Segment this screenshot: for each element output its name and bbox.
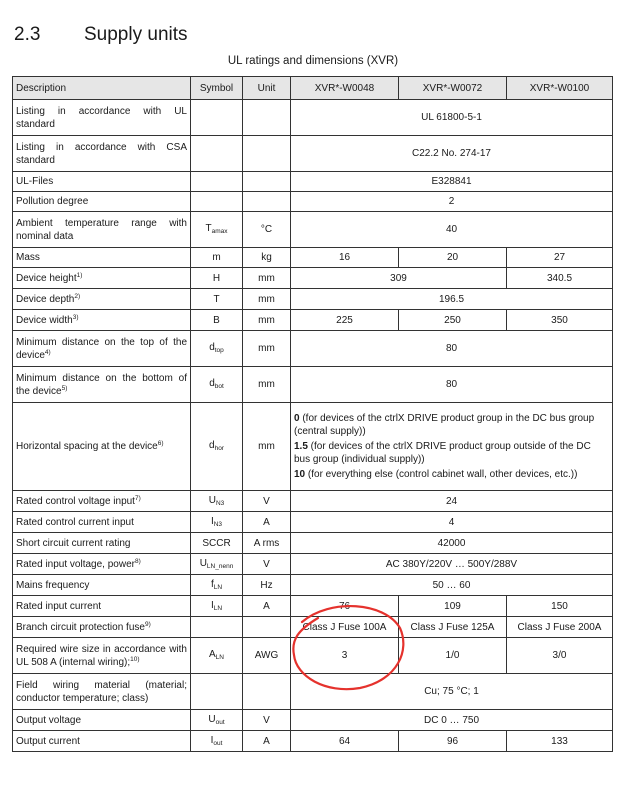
row-description: Device width$^{3)}$ xyxy=(13,310,191,331)
row-value: 24 xyxy=(291,491,613,512)
row-value: 2 xyxy=(291,192,613,212)
table-row xyxy=(13,491,613,512)
row-description: Rated control current input xyxy=(13,512,191,533)
spacing-option: 1.5 (for devices of the ctrlX DRIVE product group outside of the DC bus group (individual supply)) xyxy=(294,441,591,465)
table-row xyxy=(13,731,613,752)
row-description: Device depth$^{2)}$ xyxy=(13,289,191,310)
row-value: E328841 xyxy=(291,172,613,192)
section-heading xyxy=(14,24,188,46)
table-row xyxy=(13,638,613,674)
table-row xyxy=(13,403,613,491)
row-symbol: $A_{LN}$ xyxy=(191,638,243,674)
footnote-ref: 7) xyxy=(134,494,141,502)
row-description: Mains frequency xyxy=(13,575,191,596)
row-value-w0100: 150 xyxy=(507,596,613,617)
table-row xyxy=(13,289,613,310)
row-symbol: $T_{amax}$ xyxy=(191,212,243,248)
row-description: Branch circuit protection fuse$^{9)}$ xyxy=(13,617,191,638)
row-value-w0072: 250 xyxy=(399,310,507,331)
table-row xyxy=(13,367,613,403)
row-value-w0100: Class J Fuse 200A xyxy=(507,617,613,638)
row-unit: AWG xyxy=(243,638,291,674)
footnote-ref: 9) xyxy=(144,620,151,628)
row-value-w0048: 64 xyxy=(291,731,399,752)
row-description: Ambient temperature range with nominal data xyxy=(13,212,191,248)
row-unit: mm xyxy=(243,268,291,289)
row-unit: A xyxy=(243,596,291,617)
row-description: Horizontal spacing at the device$^{6)}$ xyxy=(13,403,191,491)
header-xvr-w0072: XVR*-W0072 xyxy=(399,77,507,100)
row-value: 80 xyxy=(291,331,613,367)
row-symbol: T xyxy=(191,289,243,310)
table-row xyxy=(13,212,613,248)
row-description: Minimum distance on the top of the device$^{4)}$ xyxy=(13,331,191,367)
footnote-ref: 1) xyxy=(76,271,83,279)
table-row xyxy=(13,617,613,638)
row-unit: V xyxy=(243,710,291,731)
header-description: Description xyxy=(13,77,191,100)
footnote-ref: 3) xyxy=(72,313,79,321)
row-symbol: $I_{LN}$ xyxy=(191,596,243,617)
table-row xyxy=(13,136,613,172)
table-row xyxy=(13,710,613,731)
row-value-w0100: 350 xyxy=(507,310,613,331)
row-description: Field wiring material (material; conductor temperature; class) xyxy=(13,674,191,710)
row-description: Rated control voltage input$^{7)}$ xyxy=(13,491,191,512)
row-value: 196.5 xyxy=(291,289,613,310)
row-value-w0072: 1/0 xyxy=(399,638,507,674)
row-unit: mm xyxy=(243,403,291,491)
table-row xyxy=(13,248,613,268)
header-xvr-w0048: XVR*-W0048 xyxy=(291,77,399,100)
table-caption: UL ratings and dimensions (XVR) xyxy=(227,55,399,67)
table-row xyxy=(13,331,613,367)
footnote-ref: 8) xyxy=(134,557,141,565)
row-description: Listing in accordance with UL standard xyxy=(13,100,191,136)
row-value-w0072: 109 xyxy=(399,596,507,617)
row-unit: kg xyxy=(243,248,291,268)
row-unit: mm xyxy=(243,289,291,310)
row-value-w0100: 3/0 xyxy=(507,638,613,674)
row-description: Device height$^{1)}$ xyxy=(13,268,191,289)
row-value-w0048: 3 xyxy=(291,638,399,674)
row-symbol: $d_{top}$ xyxy=(191,331,243,367)
table-row xyxy=(13,268,613,289)
row-unit: V xyxy=(243,491,291,512)
row-unit: mm xyxy=(243,310,291,331)
row-description: Output voltage xyxy=(13,710,191,731)
ul-ratings-table xyxy=(12,76,613,752)
row-description: Short circuit current rating xyxy=(13,533,191,554)
table-row xyxy=(13,192,613,212)
row-value: 40 xyxy=(291,212,613,248)
row-symbol: $d_{hor}$ xyxy=(191,403,243,491)
row-description: Required wire size in accordance with UL 508 A (internal wiring);$^{10)}$ xyxy=(13,638,191,674)
row-unit: V xyxy=(243,554,291,575)
row-value-w0048: 225 xyxy=(291,310,399,331)
row-symbol: $U_{out}$ xyxy=(191,710,243,731)
row-unit: A rms xyxy=(243,533,291,554)
row-value: Cu; 75 °C; 1 xyxy=(291,674,613,710)
table-row xyxy=(13,172,613,192)
row-unit: mm xyxy=(243,331,291,367)
row-value-w0072: Class J Fuse 125A xyxy=(399,617,507,638)
row-value: 50 … 60 xyxy=(291,575,613,596)
table-header-row xyxy=(13,77,613,100)
row-value: C22.2 No. 274-17 xyxy=(291,136,613,172)
row-symbol: B xyxy=(191,310,243,331)
section-number: 2.3 xyxy=(14,24,41,45)
row-value-w0072: 96 xyxy=(399,731,507,752)
row-unit: A xyxy=(243,512,291,533)
row-symbol: $U_{N3}$ xyxy=(191,491,243,512)
row-description: UL-Files xyxy=(13,172,191,192)
table-row xyxy=(13,554,613,575)
row-value-w0048-w0072: 309 xyxy=(291,268,507,289)
row-symbol: $I_{N3}$ xyxy=(191,512,243,533)
spacing-option: 10 (for everything else (control cabinet wall, other devices, etc.)) xyxy=(294,469,578,480)
row-description: Minimum distance on the bottom of the device$^{5)}$ xyxy=(13,367,191,403)
table-row xyxy=(13,575,613,596)
row-symbol: $I_{out}$ xyxy=(191,731,243,752)
row-value: DC 0 … 750 xyxy=(291,710,613,731)
row-description: Rated input voltage, power$^{8)}$ xyxy=(13,554,191,575)
spacing-option: 0 (for devices of the ctrlX DRIVE product group in the DC bus group (central supply)) xyxy=(294,413,595,437)
table-row xyxy=(13,674,613,710)
table-row xyxy=(13,512,613,533)
header-symbol: Symbol xyxy=(191,77,243,100)
row-value-w0072: 20 xyxy=(399,248,507,268)
row-description: Rated input current xyxy=(13,596,191,617)
row-value-w0048: 16 xyxy=(291,248,399,268)
row-symbol: SCCR xyxy=(191,533,243,554)
row-value: AC 380Y/220V … 500Y/288V xyxy=(291,554,613,575)
row-value: 80 xyxy=(291,367,613,403)
header-unit: Unit xyxy=(243,77,291,100)
row-description: Mass xyxy=(13,248,191,268)
row-value-w0100: 340.5 xyxy=(507,268,613,289)
row-unit: °C xyxy=(243,212,291,248)
row-symbol: $d_{bot}$ xyxy=(191,367,243,403)
row-value-w0048: Class J Fuse 100A xyxy=(291,617,399,638)
header-xvr-w0100: XVR*-W0100 xyxy=(507,77,613,100)
table-row xyxy=(13,100,613,136)
section-title: Supply units xyxy=(84,24,188,45)
row-symbol: H xyxy=(191,268,243,289)
row-symbol: m xyxy=(191,248,243,268)
row-description: Listing in accordance with CSA standard xyxy=(13,136,191,172)
row-value-w0048: 76 xyxy=(291,596,399,617)
footnote-ref: 4) xyxy=(44,348,51,356)
footnote-ref: 2) xyxy=(74,292,81,300)
row-value: 4 xyxy=(291,512,613,533)
table-row xyxy=(13,596,613,617)
row-description: Output current xyxy=(13,731,191,752)
table-row xyxy=(13,310,613,331)
row-unit: A xyxy=(243,731,291,752)
row-unit: Hz xyxy=(243,575,291,596)
table-row xyxy=(13,533,613,554)
footnote-ref: 5) xyxy=(61,384,68,392)
row-symbol: $U_{LN\_nenn}$ xyxy=(191,554,243,575)
spacing-details xyxy=(291,403,613,491)
footnote-ref: 6) xyxy=(157,440,164,447)
row-description: Pollution degree xyxy=(13,192,191,212)
row-symbol: $f_{LN}$ xyxy=(191,575,243,596)
footnote-ref: 10) xyxy=(130,655,140,663)
row-value: 42000 xyxy=(291,533,613,554)
row-value-w0100: 133 xyxy=(507,731,613,752)
row-value-w0100: 27 xyxy=(507,248,613,268)
row-value: UL 61800-5-1 xyxy=(291,100,613,136)
row-unit: mm xyxy=(243,367,291,403)
